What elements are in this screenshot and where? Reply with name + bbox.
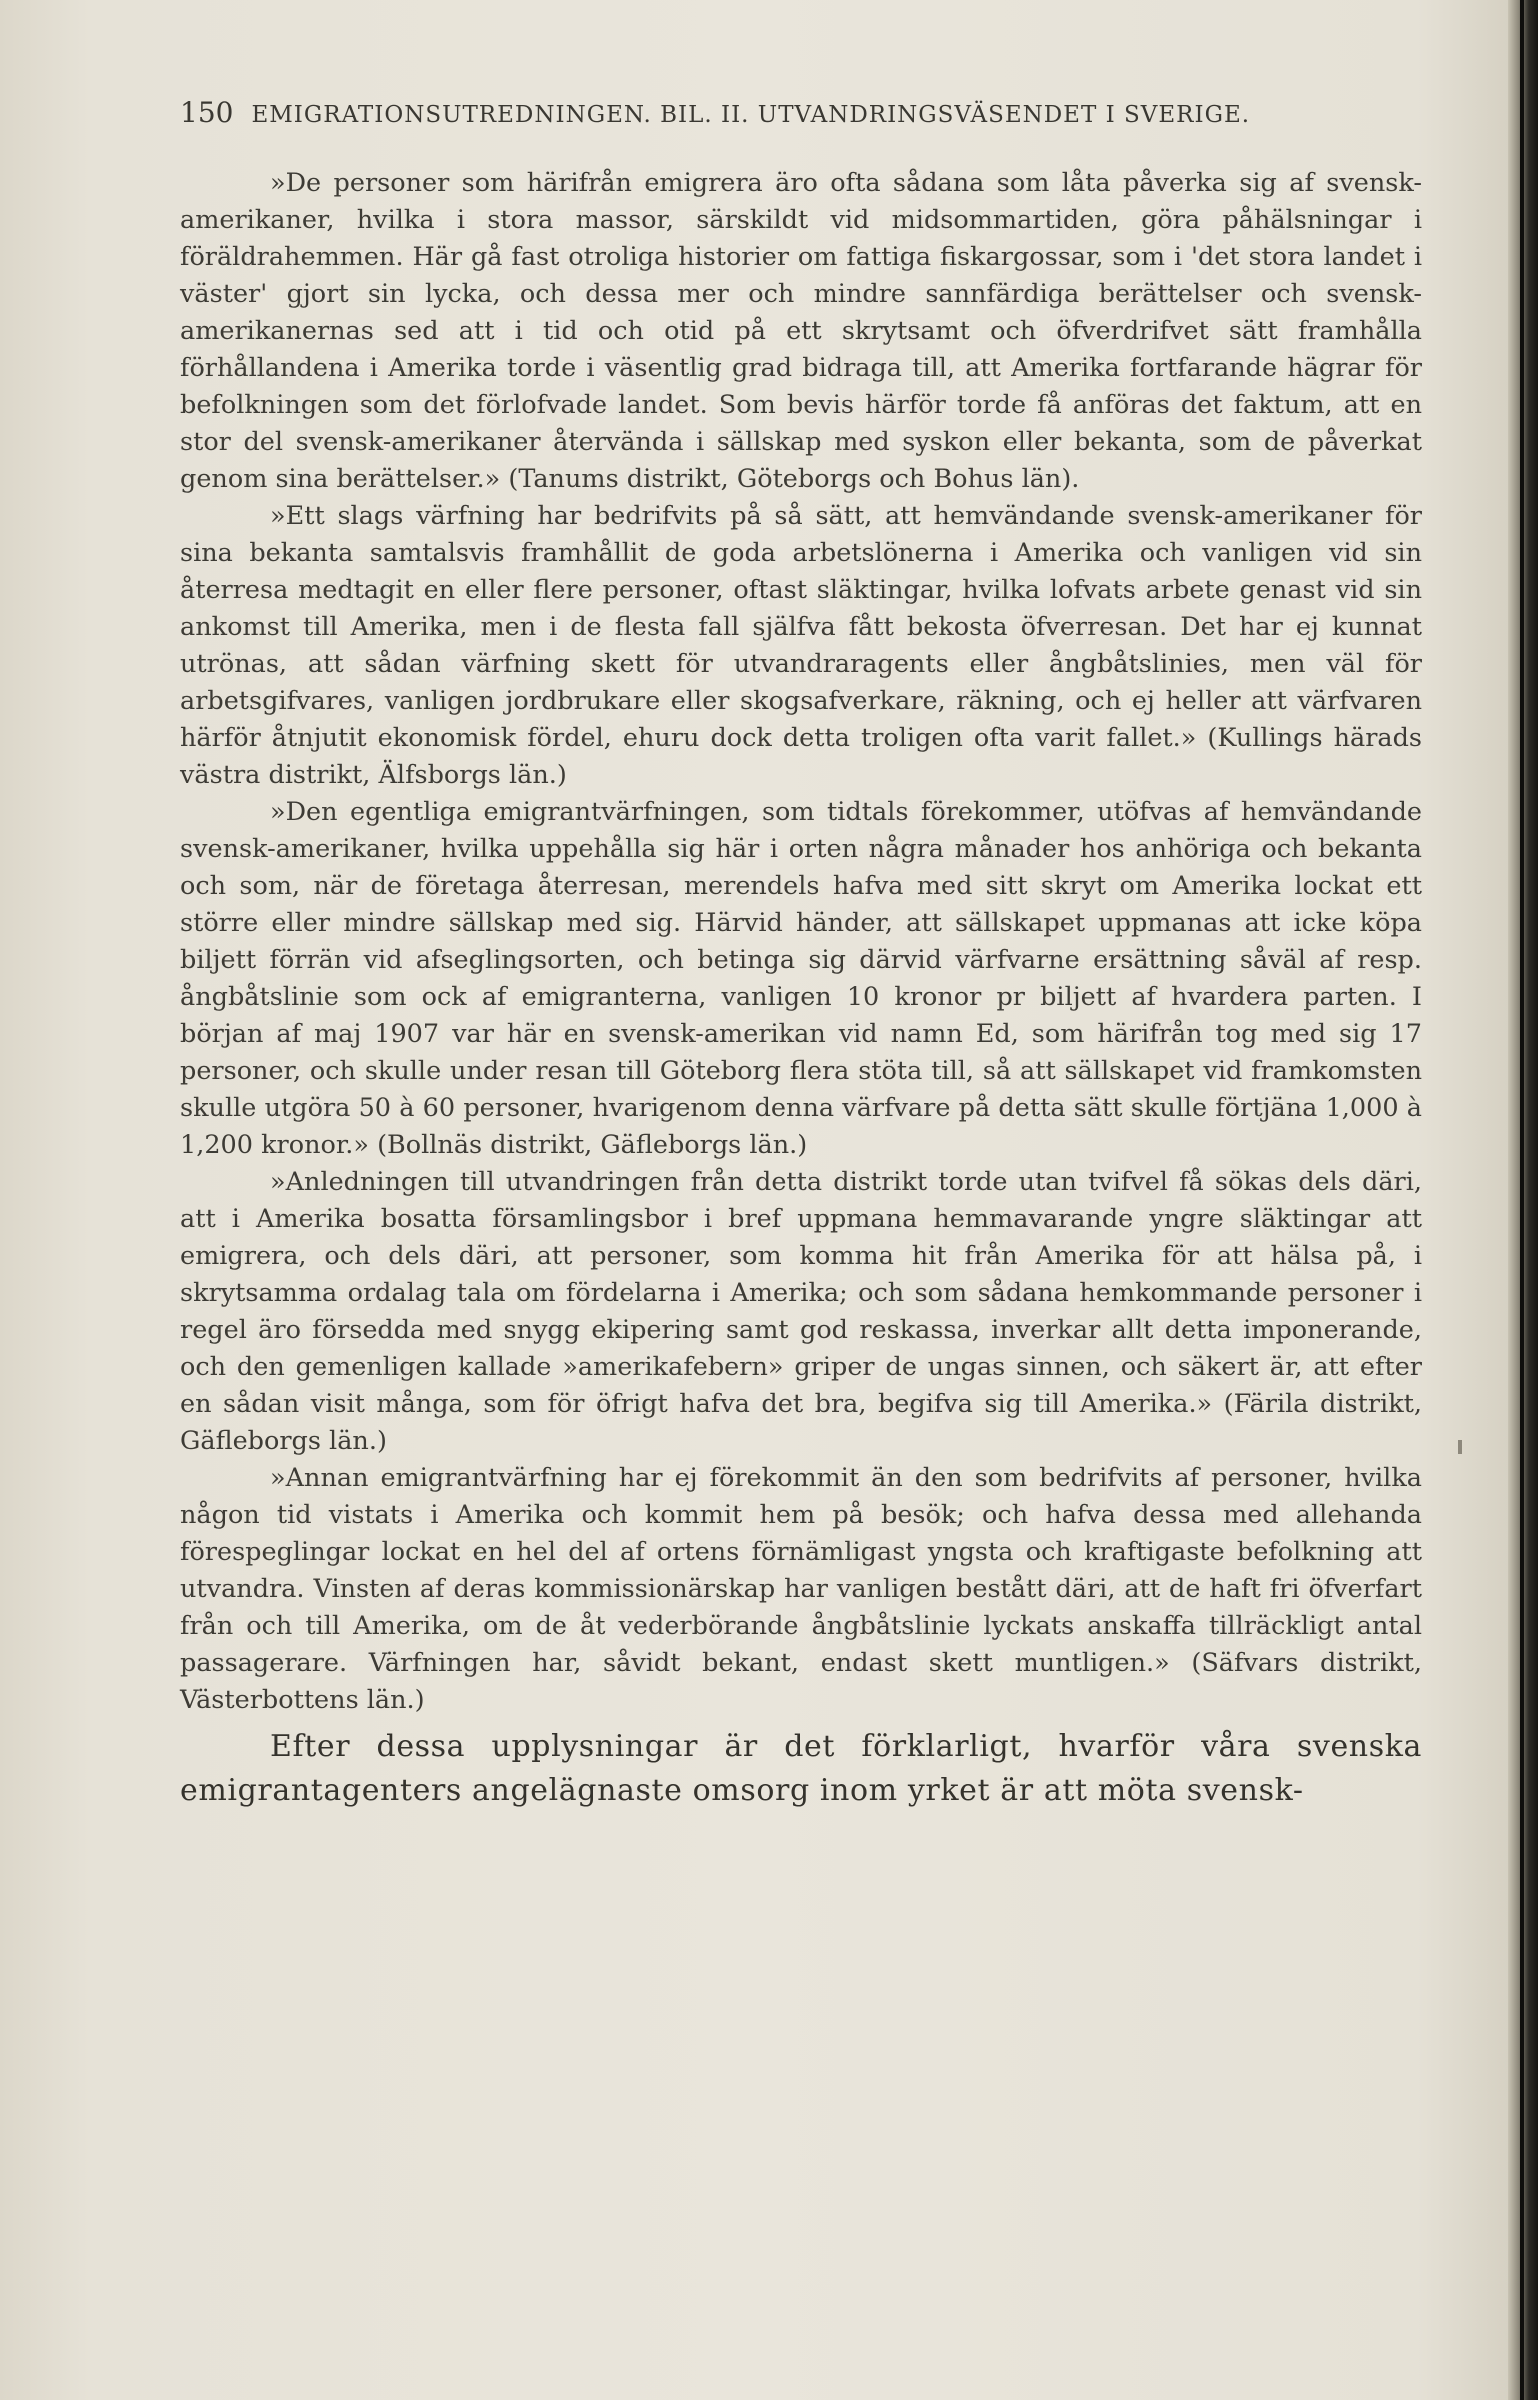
body-text: [180, 165, 1422, 1813]
page-number: 150: [180, 96, 234, 129]
running-title: EMIGRATIONSUTREDNINGEN. BIL. II. UTVANDRINGSVÄSENDET I SVERIGE.: [251, 102, 1251, 128]
margin-speck: [1458, 1440, 1462, 1454]
paragraph-tanums: »De personer som härifrån emigrera äro ofta sådana som låta påverka sig af svensk-amerikaner, hvilka i stora massor, särskildt vid midsommartiden, göra påhälsningar i föräldrahemmen. Här gå fast otroliga historier om fattiga fiskargossar, som i 'det stora landet i väster' gjort sin lycka, och dessa mer och mindre sannfärdiga berättelser och svensk-amerikanernas sed att i tid och otid på ett skrytsamt och öfverdrifvet sätt framhålla förhållandena i Amerika torde i väsentlig grad bidraga till, att Amerika fortfarande hägrar för befolkningen som det förlofvade landet. Som bevis härför torde få anföras det faktum, att en stor del svensk-amerikaner återvända i sällskap med syskon eller bekanta, som de påverkat genom sina berättelser.» (Tanums distrikt, Göteborgs och Bohus län).: [180, 168, 1422, 494]
closing-paragraph: Efter dessa upplysningar är det förklarligt, hvarför våra svenska emigrantagenters angelägnaste omsorg inom yrket är att möta svensk-: [180, 1729, 1422, 1808]
paragraph-farila: »Anledningen till utvandringen från detta distrikt torde utan tvifvel få sökas dels däri, att i Amerika bosatta församlingsbor i bref uppmana hemmavarande yngre släktingar att emigrera, och dels däri, att personer, som komma hit från Amerika för att hälsa på, i skrytsamma ordalag tala om fördelarna i Amerika; och som sådana hemkommande personer i regel äro försedda med snygg ekipering samt god reskassa, inverkar allt detta imponerande, och den gemenligen kallade »amerikafebern» griper de ungas sinnen, och säkert är, att efter en sådan visit många, som för öfrigt hafva det bra, begifva sig till Amerika.» (Färila distrikt, Gäfleborgs län.): [180, 1167, 1422, 1456]
paragraph-bollnas: »Den egentliga emigrantvärfningen, som tidtals förekommer, utöfvas af hemvändande svensk-amerikaner, hvilka uppehålla sig här i orten några månader hos anhöriga och bekanta och som, när de företaga återresan, merendels hafva med sitt skryt om Amerika lockat ett större eller mindre sällskap med sig. Härvid händer, att sällskapet uppmanas att icke köpa biljett förrän vid afseglingsorten, och betinga sig därvid värfvarne ersättning såväl af resp. ångbåtslinie som ock af emigranterna, vanligen 10 kronor pr biljett af hvardera parten. I början af maj 1907 var här en svensk-amerikan vid namn Ed, som härifrån tog med sig 17 personer, och skulle under resan till Göteborg flera stöta till, så att sällskapet vid framkomsten skulle utgöra 50 à 60 personer, hvarigenom denna värfvare på detta sätt skulle förtjäna 1,000 à 1,200 kronor.» (Bollnäs distrikt, Gäfleborgs län.): [180, 797, 1422, 1160]
running-header: [180, 96, 1420, 129]
paragraph-safvars: »Annan emigrantvärfning har ej förekommit än den som bedrifvits af personer, hvilka någon tid vistats i Amerika och kommit hem på besök; och hafva dessa med allehanda förespeglingar lockat en hel del af ortens förnämligast yngsta och kraftigaste befolkning att utvandra. Vinsten af deras kommissionärskap har vanligen bestått däri, att de haft fri öfverfart från och till Amerika, om de åt vederbörande ångbåtslinie lyckats anskaffa tillräckligt antal passagerare. Värfningen har, såvidt bekant, endast skett muntligen.» (Säfvars distrikt, Västerbottens län.): [180, 1463, 1422, 1715]
paragraph-kullings: »Ett slags värfning har bedrifvits på så sätt, att hemvändande svensk-amerikaner för sina bekanta samtalsvis framhållit de goda arbetslönerna i Amerika och vanligen vid sin återresa medtagit en eller flere personer, oftast släktingar, hvilka lofvats arbete genast vid sin ankomst till Amerika, men i de flesta fall själfva fått bekosta öfverresan. Det har ej kunnat utrönas, att sådan värfning skett för utvandraragents eller ångbåtslinies, men väl för arbetsgifvares, vanligen jordbrukare eller skogsafverkare, räkning, och ej heller att värfvaren härför åtnjutit ekonomisk fördel, ehuru dock detta troligen ofta varit fallet.» (Kullings härads västra distrikt, Älfsborgs län.): [180, 501, 1422, 790]
page-edge-line: [1520, 0, 1524, 2400]
